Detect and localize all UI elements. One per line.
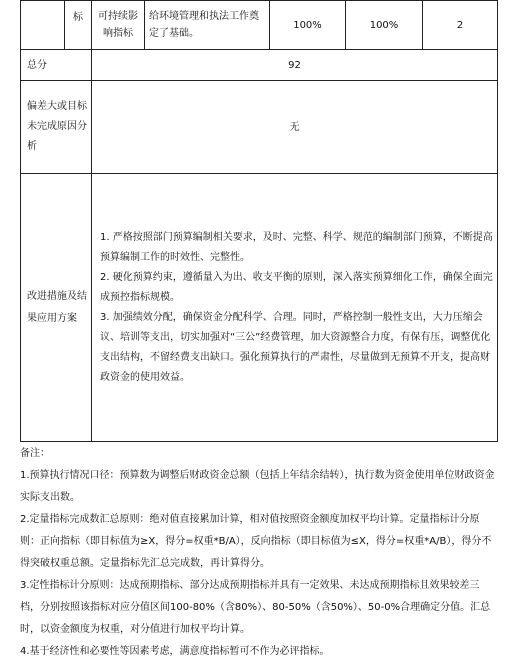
indicator-row <box>21 1 498 50</box>
indicator-category-cell: 标 <box>65 1 92 50</box>
note-item: 1.预算执行情况口径：预算数为调整后财政资金总额（包括上年结余结转），执行数为资金使用单位财政资金实际支出数。 <box>20 470 495 503</box>
total-label: 总分 <box>21 50 92 81</box>
improvement-content <box>92 174 498 442</box>
indicator-score-cell: 2 <box>423 1 498 50</box>
total-row <box>21 50 498 81</box>
improvement-item: 1. 严格按照部门预算编制相关要求，及时、完整、科学、规范的编制部门预算，不断提高预算编制工作的时效性、完整性。 <box>100 231 493 263</box>
indicator-cell-blank <box>21 1 65 50</box>
improvement-item: 2. 硬化预算约束，遵循量入为出、收支平衡的原则，深入落实预算细化工作，确保全面完成预控指标规模。 <box>100 271 493 303</box>
note-item: 2.定量指标完成数汇总原则：绝对值直接累加计算，相对值按照资金额度加权平均计算。定量指标计分原则：正向指标（即目标值为≥X，得分=权重*B/A），反向指标（即目标值为≤X，得分=权重*A/B），得分不得突破权重总额。定量指标先汇总完成数，再计算得分。 <box>20 514 492 569</box>
indicator-content-cell: 给环境管理和执法工作奠定了基础。 <box>145 1 270 50</box>
improvement-row <box>21 174 498 442</box>
notes-title: 备注： <box>20 448 50 459</box>
indicator-type-cell: 可持续影响指标 <box>92 1 145 50</box>
notes-section <box>20 443 497 663</box>
indicator-target-cell: 100% <box>270 1 346 50</box>
improvement-item: 3. 加强绩效分配，确保资金分配科学、合理。同时，严格控制一般性支出，大力压缩会议、培训等支出，切实加强对“三公”经费管理，加大资源整合力度，有保有压，调整优化支出结构，不留经费支出缺口。强化预算执行的严肃性，尽量做到无预算不开支，提高财政资金的使用效益。 <box>100 311 491 383</box>
evaluation-table <box>20 0 498 442</box>
deviation-label: 偏差大或目标未完成原因分析 <box>21 81 92 174</box>
total-value: 92 <box>92 50 498 81</box>
deviation-row <box>21 81 498 174</box>
deviation-value: 无 <box>92 81 498 174</box>
note-item: 3.定性指标计分原则：达成预期指标、部分达成预期指标并具有一定效果、未达成预期指标且效果较差三档，分别按照该指标对应分值区间100-80%（含80%）、80-50%（含50%）、50-0%合理确定分值。汇总时，以资金额度为权重，对分值进行加权平均计算。 <box>20 580 491 635</box>
indicator-actual-cell: 100% <box>346 1 423 50</box>
improvement-label: 改进措施及结果应用方案 <box>21 174 92 442</box>
note-item: 4.基于经济性和必要性等因素考虑，满意度指标暂可不作为必评指标。 <box>20 646 330 657</box>
